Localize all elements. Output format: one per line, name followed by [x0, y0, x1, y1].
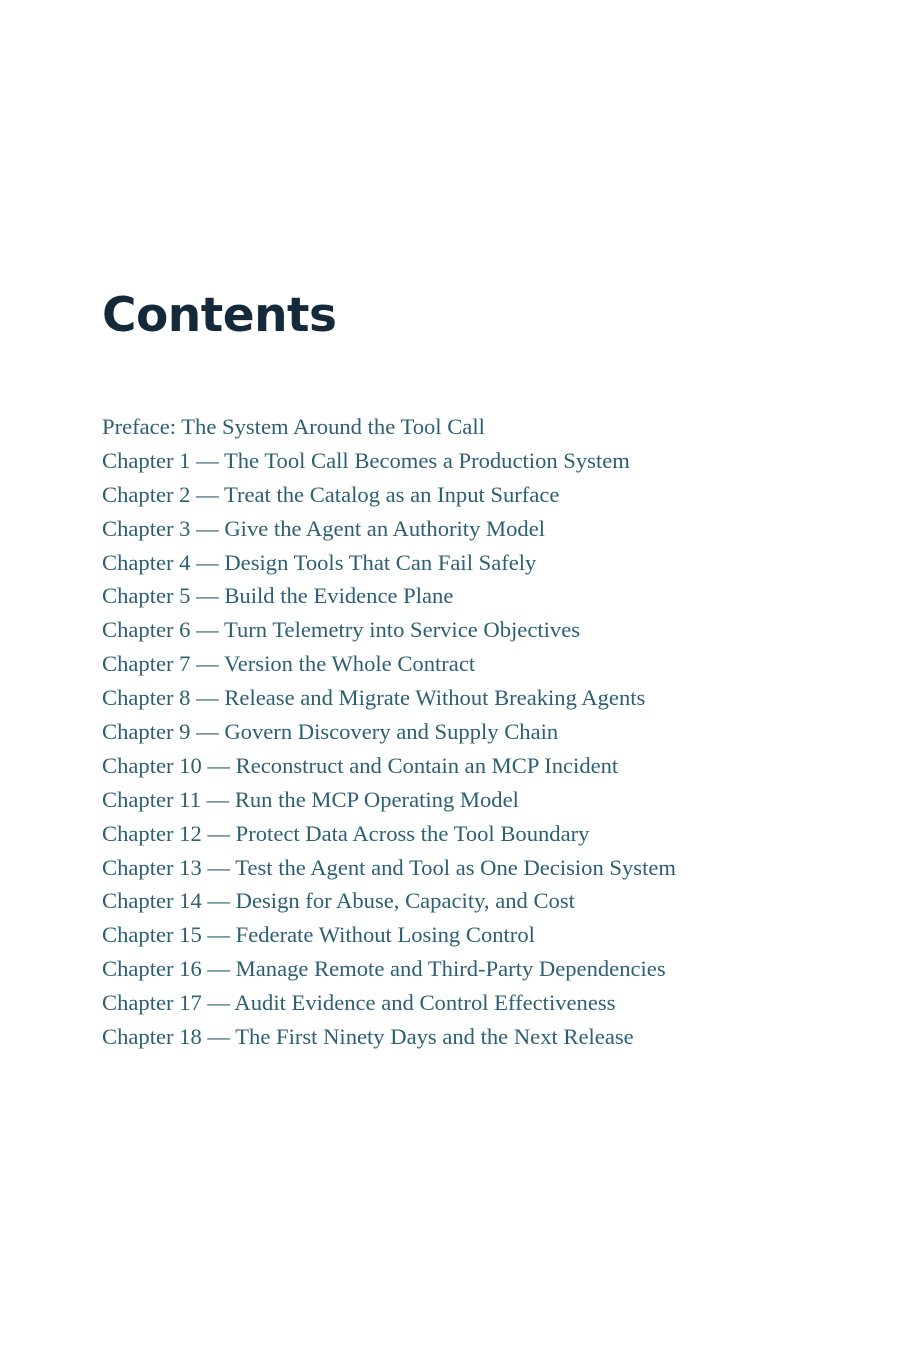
- toc-item-chapter-15[interactable]: Chapter 15 — Federate Without Losing Control: [102, 922, 535, 948]
- toc-item-chapter-7[interactable]: Chapter 7 — Version the Whole Contract: [102, 651, 476, 677]
- toc-item-chapter-2[interactable]: Chapter 2 — Treat the Catalog as an Input Surface: [102, 481, 560, 507]
- toc-item-chapter-17[interactable]: Chapter 17 — Audit Evidence and Control Effectiveness: [102, 990, 616, 1016]
- toc-item-chapter-1[interactable]: Chapter 1 — The Tool Call Becomes a Production System: [102, 447, 630, 473]
- toc-item-chapter-5[interactable]: Chapter 5 — Build the Evidence Plane: [102, 583, 454, 609]
- toc-item-chapter-14[interactable]: Chapter 14 — Design for Abuse, Capacity, and Cost: [102, 888, 575, 914]
- toc-item-chapter-9[interactable]: Chapter 9 — Govern Discovery and Supply Chain: [102, 719, 559, 745]
- toc-item-chapter-18[interactable]: Chapter 18 — The First Ninety Days and the Next Release: [102, 1024, 634, 1050]
- toc-item-chapter-16[interactable]: Chapter 16 — Manage Remote and Third-Party Dependencies: [102, 956, 666, 982]
- toc-item-chapter-4[interactable]: Chapter 4 — Design Tools That Can Fail Safely: [102, 549, 537, 575]
- toc-item-chapter-12[interactable]: Chapter 12 — Protect Data Across the Tool Boundary: [102, 820, 590, 846]
- toc-item-chapter-8[interactable]: Chapter 8 — Release and Migrate Without Breaking Agents: [102, 685, 646, 711]
- table-of-contents: [102, 410, 862, 1054]
- toc-item-preface[interactable]: Preface: The System Around the Tool Call: [102, 414, 485, 439]
- toc-item-chapter-3[interactable]: Chapter 3 — Give the Agent an Authority Model: [102, 515, 546, 541]
- toc-item-chapter-13[interactable]: Chapter 13 — Test the Agent and Tool as One Decision System: [102, 854, 676, 880]
- toc-item-chapter-10[interactable]: Chapter 10 — Reconstruct and Contain an MCP Incident: [102, 752, 619, 778]
- toc-item-chapter-11[interactable]: Chapter 11 — Run the MCP Operating Model: [102, 786, 519, 812]
- toc-item-chapter-6[interactable]: Chapter 6 — Turn Telemetry into Service Objectives: [102, 617, 581, 643]
- page-title: Contents: [102, 288, 337, 343]
